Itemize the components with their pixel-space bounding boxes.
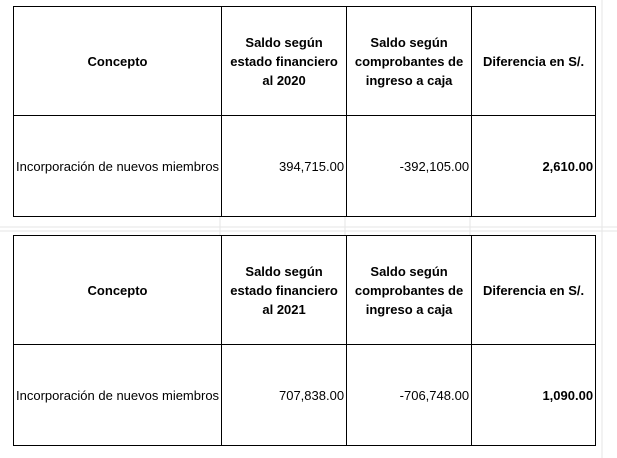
reconciliation-table-2020 (13, 6, 596, 217)
cell-diferencia: 1,090.00 (472, 345, 596, 446)
cell-concepto: Incorporación de nuevos miembros (14, 345, 222, 446)
cell-saldo-estado-financiero: 394,715.00 (222, 116, 347, 217)
cell-concepto: Incorporación de nuevos miembros (14, 116, 222, 217)
reconciliation-table-2021 (13, 235, 596, 446)
header-saldo-comprobantes: Saldo según comprobantes de ingreso a caja (347, 236, 472, 345)
header-saldo-estado-financiero: Saldo según estado financiero al 2020 (222, 7, 347, 116)
cell-diferencia: 2,610.00 (472, 116, 596, 217)
header-concepto: Concepto (14, 7, 222, 116)
cell-saldo-estado-financiero: 707,838.00 (222, 345, 347, 446)
header-diferencia: Diferencia en S/. (472, 7, 596, 116)
table-row (14, 116, 596, 217)
header-diferencia: Diferencia en S/. (472, 236, 596, 345)
cell-saldo-comprobantes: -392,105.00 (347, 116, 472, 217)
header-saldo-estado-financiero: Saldo según estado financiero al 2021 (222, 236, 347, 345)
header-concepto: Concepto (14, 236, 222, 345)
header-row (14, 7, 596, 116)
table-row (14, 345, 596, 446)
cell-saldo-comprobantes: -706,748.00 (347, 345, 472, 446)
header-row (14, 236, 596, 345)
header-saldo-comprobantes: Saldo según comprobantes de ingreso a caja (347, 7, 472, 116)
